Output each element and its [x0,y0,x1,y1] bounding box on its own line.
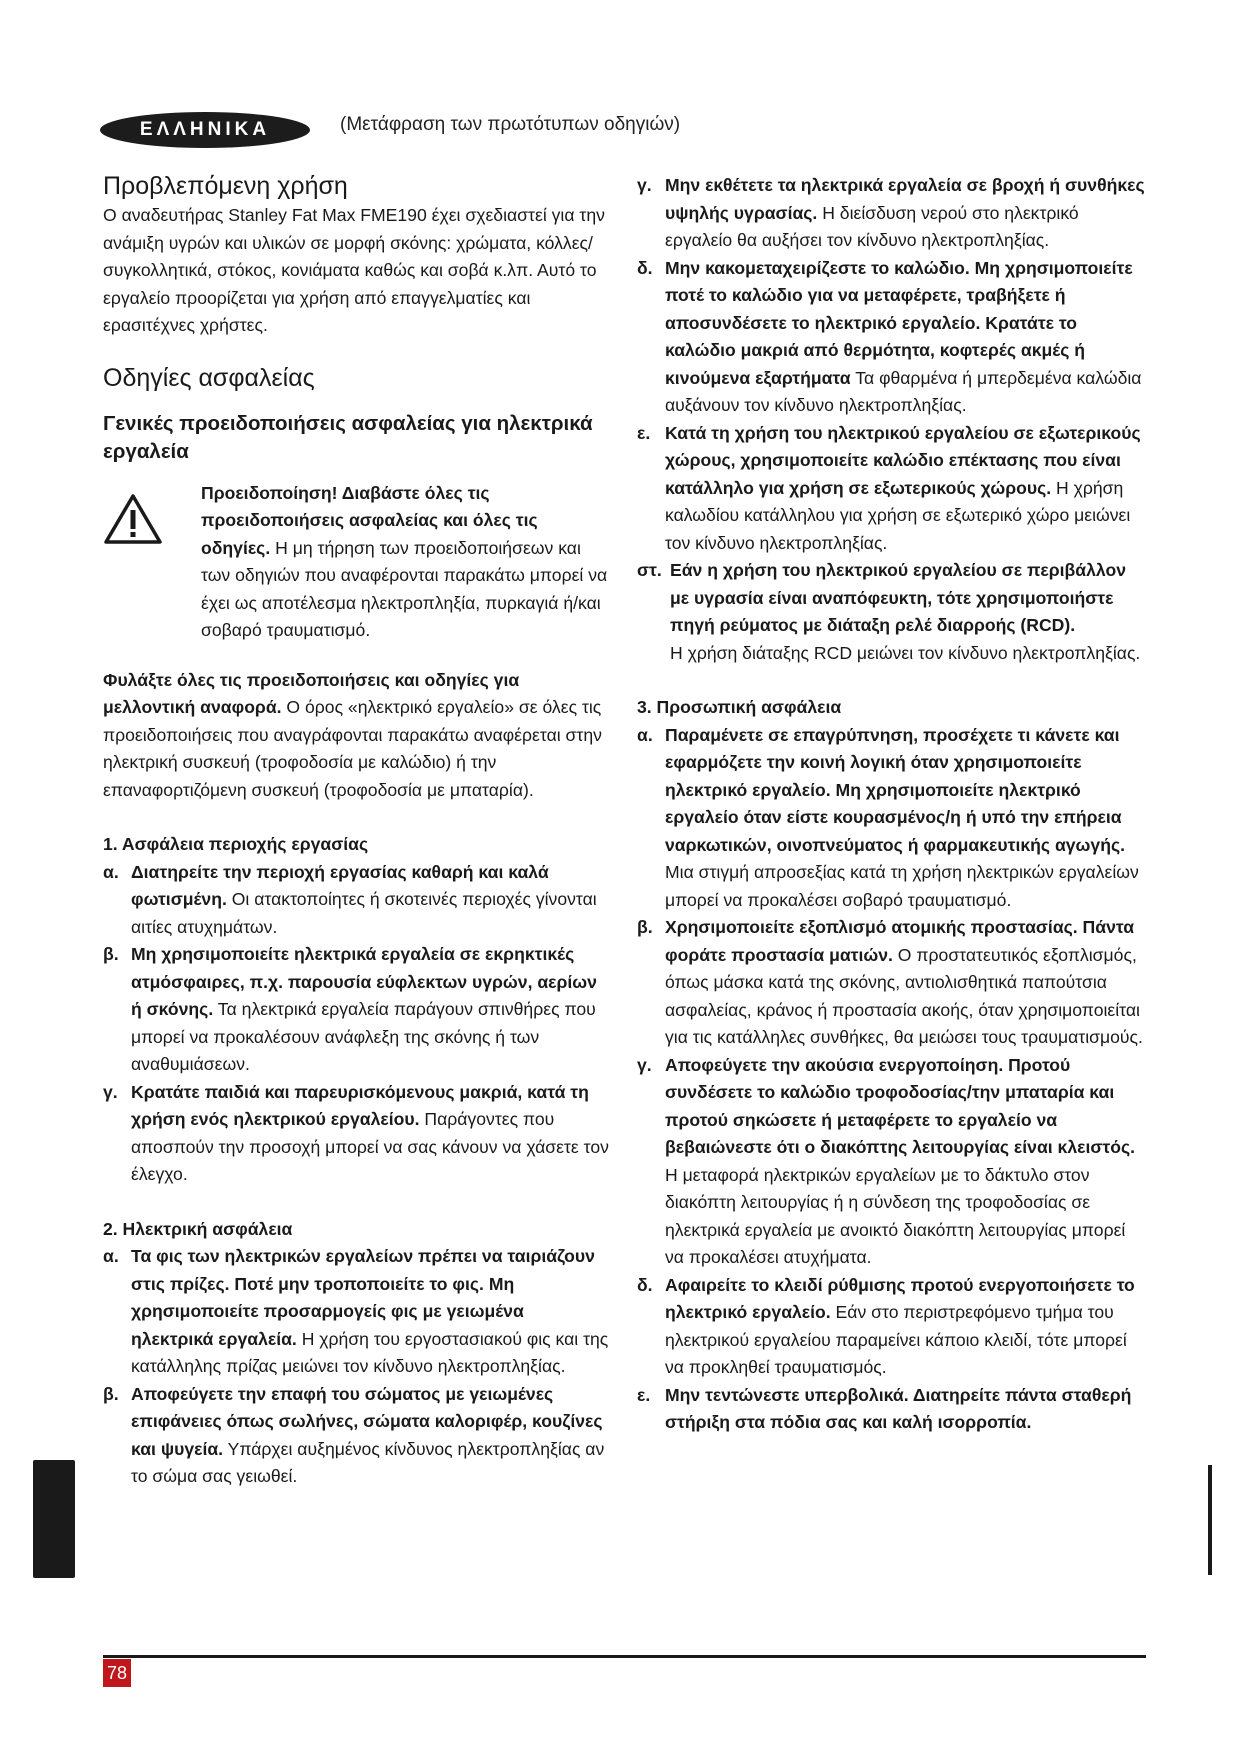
list-item-label: δ. [637,257,653,278]
warning-bold: Προειδοποίηση! Διαβάστε όλες τις προειδοποιήσεις ασφαλείας και όλες τις οδηγίες. [201,482,538,558]
list-item-label: ε. [637,1384,651,1405]
list-item [637,420,1147,558]
rcd-note: Η χρήση διάταξης RCD μειώνει τον κίνδυνο ηλεκτροπληξίας. [670,642,1141,663]
list-item-text: Παράγοντες που αποσπούν την προσοχή μπορεί να σας κάνουν να χάσετε τον έλεγχο. [131,1109,609,1184]
list-item-bold: Μη χρησιμοποιείτε ηλεκτρικά εργαλεία σε εκρηκτικές ατμόσφαιρες, π.χ. παρουσία εύφλεκτων υγρών, αερίων ή σκόνης. [131,944,597,1019]
keep-body: Ο όρος «ηλεκτρικό εργαλείο» σε όλες τις προειδοποιήσεις που αναγράφονται παρακάτω αναφέρεται στην ηλεκτρική συσκευή (τροφοδοσία με καλώδιο) ή την επαναφορτιζόμενη συσκευή (τροφοδοσία με μπαταρία). [103,697,602,800]
list-item [637,1272,1147,1382]
list-item [103,941,610,1079]
right-margin-bar [1208,1465,1212,1575]
list-item-text: Ο προστατευτικός εξοπλισμός, όπως μάσκα κατά της σκόνης, αντιολισθητικά παπούτσια ασφαλείας, κράνος ή προστασία ακοής, όταν χρησιμοποιείται για τις κατάλληλες συνθήκες, θα μειώσει τους τραυματισμούς. [665,944,1143,1047]
list-item-text: Η διείσδυση νερού στο ηλεκτρικό εργαλείο θα αυξήσει τον κίνδυνο ηλεκτροπληξίας. [665,202,1079,250]
general-warnings-title: Γενικές προειδοποιήσεις ασφαλείας για ηλεκτρικά εργαλεία [103,411,593,463]
keep-bold: Φυλάξτε όλες τις προειδοποιήσεις και οδηγίες για μελλοντική αναφορά. [103,669,520,717]
list-item [637,914,1147,1052]
footer-rule [103,1655,1146,1658]
list-item-label: β. [637,917,653,937]
list-item-label: β. [103,944,119,964]
list-item [637,722,1147,915]
list-item-label: α. [103,861,119,882]
safety-instructions-title: Οδηγίες ασφαλείας [103,363,315,392]
list-item-bold: Αποφεύγετε την ακούσια ενεργοποίηση. Προτού συνδέσετε το καλώδιο τροφοδοσίας/την μπαταρία και προτού σηκώσετε ή μεταφέρετε το εργαλείο να βεβαιώνεστε ότι ο διακόπτης λειτουργίας είναι κλειστός. [665,1054,1136,1157]
list-item-text: Τα φθαρμένα ή μπερδεμένα καλώδια αυξάνουν τον κίνδυνο ηλεκτροπληξίας. [665,367,1142,415]
warning-text [201,480,610,645]
list-item-label: στ. [637,560,662,580]
list-item [637,1382,1147,1437]
list-item-bold: Μην εκθέτετε τα ηλεκτρικά εργαλεία σε βροχή ή συνθήκες υψηλής υγρασίας. [665,175,1145,223]
warning-block [103,480,610,645]
list-item-label: α. [103,1246,119,1266]
list-item-bold: Κρατάτε παιδιά και παρευρισκόμενους μακριά, κατά τη χρήση ενός ηλεκτρικού εργαλείου. [131,1081,589,1129]
list-item [103,1381,610,1491]
list-item [103,859,610,942]
list-item-text: Τα ηλεκτρικά εργαλεία παράγουν σπινθήρες που μπορεί να προκαλέσουν ανάφλεξη της σκόνης ή των αναθυμιάσεων. [131,999,596,1074]
page-number: 78 [103,1659,131,1687]
list-item [637,255,1147,420]
list-item-label: ε. [637,422,651,443]
list-item-text: Μια στιγμή απροσεξίας κατά τη χρήση ηλεκτρικών εργαλείων μπορεί να προκαλέσει σοβαρό τραυματισμό. [665,862,1139,910]
list-item [103,1243,610,1381]
list-item-label: δ. [637,1274,653,1295]
list-item [637,1052,1147,1272]
list-item-bold: Τα φις των ηλεκτρικών εργαλείων πρέπει να ταιριάζουν στις πρίζες. Ποτέ μην τροποποιείτε το φις. Μη χρησιμοποιείτε προσαρμογείς φις με γειωμένα ηλεκτρικά εργαλεία. [131,1246,595,1349]
list-item-text: Η χρήση καλωδίου κατάλληλου για χρήση σε εξωτερικό χώρο μειώνει τον κίνδυνο ηλεκτροπληξίας. [665,477,1131,553]
list-item-label: γ. [637,1054,652,1075]
language-badge [100,112,310,148]
list-item-bold: Χρησιμοποιείτε εξοπλισμό ατομικής προστασίας. Πάντα φοράτε προστασία ματιών. [665,917,1135,965]
list-item-text: Οι ατακτοποίητες ή σκοτεινές περιοχές γίνονται αιτίες ατυχημάτων. [131,889,597,937]
list-item-bold: Αποφεύγετε την επαφή του σώματος με γειωμένες επιφάνειες όπως σωλήνες, σώματα καλοριφέρ, κουζίνες και ψυγεία. [131,1383,603,1459]
list-item-bold: Αφαιρείτε το κλειδί ρύθμισης προτού ενεργοποιήσετε το ηλεκτρικό εργαλείο. [665,1274,1135,1322]
warning-body: Η μη τήρηση των προειδοποιήσεων και των οδηγιών που αναφέρονται παρακάτω μπορεί να έχει ως αποτέλεσμα ηλεκτροπληξία, πυρκαγιά ή/και σοβαρό τραυματισμό. [201,537,608,640]
list-item [103,1079,610,1189]
list-item-text: Η μεταφορά ηλεκτρικών εργαλείων με το δάκτυλο στον διακόπτη λειτουργίας ή η σύνδεση της τροφοδοσίας σε ηλεκτρικά εργαλεία με ανοικτό διακόπτη λειτουργίας μπορεί να προκαλέσει ατυχήματα. [665,1164,1126,1267]
list-item-label: γ. [103,1081,118,1102]
list-item-bold: Παραμένετε σε επαγρύπνηση, προσέχετε τι κάνετε και εφαρμόζετε την κοινή λογική όταν χρησιμοποιείτε ηλεκτρικό εργαλείο. Μη χρησιμοποιείτε ηλεκτρικό εργαλείο όταν είστε κουρασμένος/η ή υπό την επήρεια ναρκωτικών, οινοπνεύματος ή φαρμακευτικής αγωγής. [665,724,1125,855]
list-item-label: γ. [637,175,652,195]
list-item-bold: Εάν η χρήση του ηλεκτρικού εργαλείου σε περιβάλλον με υγρασία είναι αναπόφευκτη, τότε χρησιμοποιήστε πηγή ρεύματος με διάταξη ρελέ διαρροής (RCD). [670,560,1126,635]
intended-use-text: Ο αναδευτήρας Stanley Fat Max FME190 έχει σχεδιαστεί για την ανάμιξη υγρών και υλικών σε μορφή σκόνης: χρώματα, κόλλες/συγκολλητικά, στόκος, κονιάματα καθώς και σοβά κ.λπ. Αυτό το εργαλείο προορίζεται για χρήση από επαγγελματίες και ερασιτέχνες χρήστες. [103,205,605,335]
list-item-label: α. [637,724,653,745]
section2-title: 2. Ηλεκτρική ασφάλεια [103,1218,293,1239]
right-column [637,172,1147,1437]
left-column [103,170,610,1491]
list-item-text: Υπάρχει αυξημένος κίνδυνος ηλεκτροπληξίας αν το σώμα σας γειωθεί. [131,1438,605,1486]
translation-subtitle: (Μετάφραση των πρωτότυπων οδηγιών) [340,114,681,135]
list-item-label: β. [103,1383,119,1404]
list-item-bold: Κατά τη χρήση του ηλεκτρικού εργαλείου σε εξωτερικούς χώρους, χρησιμοποιείτε καλώδιο επέκτασης που είναι κατάλληλο για χρήση σε εξωτερικούς χώρους. [665,422,1141,498]
list-item-bold: Μην κακομεταχειρίζεστε το καλώδιο. Μη χρησιμοποιείτε ποτέ το καλώδιο για να μεταφέρετε, τραβήξετε ή αποσυνδέσετε το ηλεκτρικό εργαλείο. Κρατάτε το καλώδιο μακριά από θερμότητα, κοφτερές ακμές ή κινούμενα εξαρτήματα [665,257,1133,388]
list-item [637,172,1147,255]
language-badge-label: ΕΛΛΗΝΙΚΑ [139,119,271,140]
keep-instructions-paragraph [103,667,610,805]
list-item-bold: Μην τεντώνεστε υπερβολικά. Διατηρείτε πάντα σταθερή στήριξη στα πόδια σας και καλή ισορροπία. [665,1384,1132,1432]
warning-triangle-icon [103,480,201,645]
list-item-text: Εάν στο περιστρεφόμενο τμήμα του ηλεκτρικού εργαλείου παραμείνει κάποιο κλειδί, τότε μπορεί να προκληθεί τραυματισμός. [665,1302,1127,1377]
side-tab-marker [33,1460,75,1578]
list-item [637,557,1147,640]
intended-use-title: Προβλεπόμενη χρήση [103,172,348,200]
section1-title: 1. Ασφάλεια περιοχής εργασίας [103,834,369,854]
section3-title: 3. Προσωπική ασφάλεια [637,697,842,717]
list-item-bold: Διατηρείτε την περιοχή εργασίας καθαρή και καλά φωτισμένη. [131,861,549,909]
list-item-text: Η χρήση του εργοστασιακού φις και της κατάλληλης πρίζας μειώνει τον κίνδυνο ηλεκτροπληξίας. [131,1328,609,1376]
